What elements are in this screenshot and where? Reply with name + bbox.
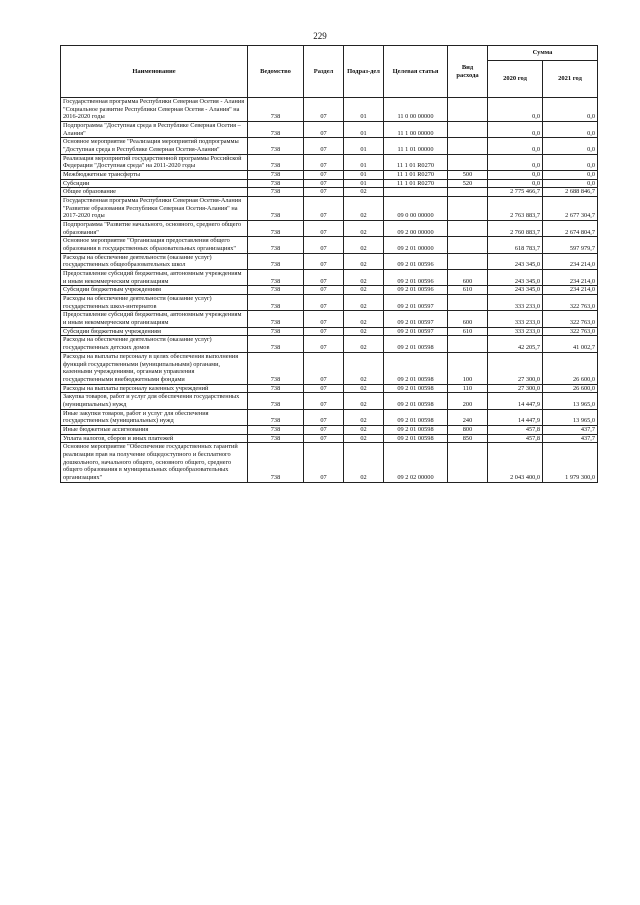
row-amount-2021: 2 674 804,7: [543, 221, 598, 237]
row-subsection: 02: [344, 286, 384, 295]
row-amount-2021: 0,0: [543, 98, 598, 122]
row-expense-type: [448, 336, 488, 352]
row-expense-type: [448, 188, 488, 197]
row-amount-2020: 243 345,0: [488, 253, 543, 269]
row-amount-2020: 0,0: [488, 98, 543, 122]
row-expense-type: [448, 98, 488, 122]
row-amount-2021: 2 677 304,7: [543, 197, 598, 221]
row-subsection: 02: [344, 237, 384, 253]
row-department: 738: [248, 237, 304, 253]
row-target-item: [384, 188, 448, 197]
row-department: 738: [248, 336, 304, 352]
row-section: 07: [304, 197, 344, 221]
row-amount-2021: 13 965,0: [543, 409, 598, 425]
row-expense-type: 200: [448, 393, 488, 409]
row-subsection: 01: [344, 171, 384, 180]
row-target-item: 11 1 00 00000: [384, 122, 448, 138]
row-section: 07: [304, 221, 344, 237]
row-expense-type: [448, 221, 488, 237]
row-expense-type: 500: [448, 171, 488, 180]
row-amount-2020: 14 447,9: [488, 393, 543, 409]
row-name: Государственная программа Республики Северная Осетия-Алания "Развитие образования Республики Северная Осетия-Алания" на 2017-2020 годы: [61, 197, 248, 221]
row-name: Иные закупки товаров, работ и услуг для обеспечения государственных (муниципальных) нужд: [61, 409, 248, 425]
header-department: Ведомство: [248, 46, 304, 98]
row-amount-2020: 457,8: [488, 434, 543, 443]
row-section: 07: [304, 270, 344, 286]
row-section: 07: [304, 253, 344, 269]
row-amount-2021: 0,0: [543, 179, 598, 188]
row-section: 07: [304, 311, 344, 327]
table-row: [61, 286, 598, 295]
row-department: 738: [248, 327, 304, 336]
row-department: 738: [248, 179, 304, 188]
table-row: [61, 425, 598, 434]
row-section: 07: [304, 443, 344, 482]
row-target-item: 09 2 01 00598: [384, 434, 448, 443]
row-amount-2020: 27 300,0: [488, 384, 543, 393]
row-target-item: 11 1 01 R0270: [384, 154, 448, 170]
row-amount-2020: 2 760 883,7: [488, 221, 543, 237]
row-expense-type: 240: [448, 409, 488, 425]
row-name: Субсидии: [61, 179, 248, 188]
row-subsection: 02: [344, 425, 384, 434]
table-row: [61, 295, 598, 311]
table-row: [61, 393, 598, 409]
row-department: 738: [248, 98, 304, 122]
header-expense-type: Вид расхода: [448, 46, 488, 98]
row-department: 738: [248, 393, 304, 409]
row-subsection: 02: [344, 384, 384, 393]
row-subsection: 02: [344, 443, 384, 482]
row-amount-2020: 333 233,0: [488, 295, 543, 311]
row-amount-2021: 234 214,0: [543, 270, 598, 286]
header-name: Наименование: [61, 46, 248, 98]
row-amount-2020: 0,0: [488, 179, 543, 188]
row-subsection: 02: [344, 352, 384, 384]
row-amount-2020: 457,8: [488, 425, 543, 434]
table-header: [61, 46, 598, 98]
row-target-item: 09 2 01 00596: [384, 286, 448, 295]
table-row: [61, 221, 598, 237]
row-amount-2021: 234 214,0: [543, 253, 598, 269]
row-expense-type: [448, 197, 488, 221]
table-row: [61, 270, 598, 286]
row-department: 738: [248, 188, 304, 197]
header-section: Раздел: [304, 46, 344, 98]
row-section: 07: [304, 336, 344, 352]
row-subsection: 02: [344, 295, 384, 311]
row-amount-2020: 0,0: [488, 138, 543, 154]
row-section: 07: [304, 295, 344, 311]
row-expense-type: 100: [448, 352, 488, 384]
row-subsection: 02: [344, 336, 384, 352]
row-department: 738: [248, 221, 304, 237]
row-department: 738: [248, 409, 304, 425]
row-amount-2021: 322 763,0: [543, 327, 598, 336]
header-year-2021: 2021 год: [543, 61, 598, 98]
row-department: 738: [248, 311, 304, 327]
row-name: Субсидии бюджетным учреждениям: [61, 327, 248, 336]
row-amount-2020: 618 783,7: [488, 237, 543, 253]
row-name: Расходы на обеспечение деятельности (оказание услуг) государственных школ-интернатов: [61, 295, 248, 311]
header-sum: Сумма: [488, 46, 598, 61]
row-section: 07: [304, 237, 344, 253]
row-target-item: 09 2 02 00000: [384, 443, 448, 482]
row-target-item: 11 1 01 00000: [384, 138, 448, 154]
row-subsection: 01: [344, 179, 384, 188]
row-subsection: 02: [344, 188, 384, 197]
row-name: Государственная программа Республики Северная Осетия - Алания "Социальное развитие Республики Северная Осетия - Алания" на 2016-2020 годы: [61, 98, 248, 122]
row-expense-type: 800: [448, 425, 488, 434]
row-target-item: 09 2 00 00000: [384, 221, 448, 237]
row-target-item: 09 2 01 00598: [384, 384, 448, 393]
header-subsection: Подраз-дел: [344, 46, 384, 98]
row-department: 738: [248, 122, 304, 138]
table-row: [61, 311, 598, 327]
row-department: 738: [248, 286, 304, 295]
row-amount-2021: 0,0: [543, 122, 598, 138]
row-department: 738: [248, 295, 304, 311]
table-row: [61, 409, 598, 425]
row-name: Закупка товаров, работ и услуг для обеспечения государственных (муниципальных) нужд: [61, 393, 248, 409]
row-target-item: 09 2 01 00598: [384, 336, 448, 352]
row-department: 738: [248, 384, 304, 393]
row-amount-2020: 2 043 400,0: [488, 443, 543, 482]
table-body: [61, 98, 598, 483]
row-section: 07: [304, 352, 344, 384]
row-amount-2020: 0,0: [488, 171, 543, 180]
row-department: 738: [248, 138, 304, 154]
row-amount-2021: 13 965,0: [543, 393, 598, 409]
row-name: Предоставление субсидий бюджетным, автономным учреждениям и иным некоммерческим организациям: [61, 311, 248, 327]
row-amount-2021: 26 600,0: [543, 384, 598, 393]
row-amount-2021: 322 763,0: [543, 311, 598, 327]
row-subsection: 02: [344, 393, 384, 409]
row-amount-2020: 0,0: [488, 122, 543, 138]
row-section: 07: [304, 98, 344, 122]
row-name: Расходы на выплаты персоналу в целях обеспечения выполнения функций государственными (муниципальными) органами, казенными учреждениями, органами управления государственными внебюджетными фондами: [61, 352, 248, 384]
row-expense-type: 600: [448, 311, 488, 327]
row-expense-type: 610: [448, 286, 488, 295]
row-amount-2020: 0,0: [488, 154, 543, 170]
row-amount-2021: 322 763,0: [543, 295, 598, 311]
page-number: 229: [313, 31, 327, 41]
row-section: 07: [304, 138, 344, 154]
row-amount-2020: 2 775 466,7: [488, 188, 543, 197]
row-name: Подпрограмма "Развитие начального, основного, среднего общего образования": [61, 221, 248, 237]
header-year-2020: 2020 год: [488, 61, 543, 98]
row-subsection: 02: [344, 270, 384, 286]
row-name: Межбюджетные трансферты: [61, 171, 248, 180]
row-department: 738: [248, 270, 304, 286]
row-target-item: 11 1 01 R0270: [384, 171, 448, 180]
row-name: Субсидии бюджетным учреждениям: [61, 286, 248, 295]
row-target-item: 09 2 01 00596: [384, 270, 448, 286]
row-name: Основное мероприятие "Организация предоставления общего образования в государственных образовательных организациях": [61, 237, 248, 253]
row-amount-2020: 42 205,7: [488, 336, 543, 352]
row-name: Основное мероприятие "Обеспечение государственных гарантий реализации прав на получение общедоступного и бесплатного дошкольного, начального общего, основного общего, среднего общего образования в муниципальных общеобразовательных организациях": [61, 443, 248, 482]
row-subsection: 02: [344, 327, 384, 336]
row-name: Предоставление субсидий бюджетным, автономным учреждениям и иным некоммерческим организациям: [61, 270, 248, 286]
row-department: 738: [248, 171, 304, 180]
row-amount-2021: 0,0: [543, 138, 598, 154]
table-row: [61, 122, 598, 138]
row-subsection: 02: [344, 409, 384, 425]
row-amount-2020: 243 345,0: [488, 270, 543, 286]
row-amount-2021: 437,7: [543, 434, 598, 443]
row-expense-type: [448, 253, 488, 269]
row-amount-2021: 1 979 300,0: [543, 443, 598, 482]
row-section: 07: [304, 179, 344, 188]
row-target-item: 09 2 01 00000: [384, 237, 448, 253]
row-amount-2021: 0,0: [543, 171, 598, 180]
row-subsection: 02: [344, 311, 384, 327]
table-row: [61, 188, 598, 197]
row-expense-type: 110: [448, 384, 488, 393]
row-subsection: 02: [344, 253, 384, 269]
row-department: 738: [248, 425, 304, 434]
row-department: 738: [248, 443, 304, 482]
row-target-item: 09 2 01 00597: [384, 327, 448, 336]
row-subsection: 02: [344, 434, 384, 443]
row-subsection: 02: [344, 221, 384, 237]
row-expense-type: 520: [448, 179, 488, 188]
row-amount-2020: 333 233,0: [488, 311, 543, 327]
row-amount-2021: 0,0: [543, 154, 598, 170]
row-expense-type: [448, 122, 488, 138]
row-expense-type: [448, 237, 488, 253]
row-section: 07: [304, 409, 344, 425]
table-row: [61, 98, 598, 122]
row-section: 07: [304, 122, 344, 138]
table-row: [61, 336, 598, 352]
row-name: Расходы на выплаты персоналу казенных учреждений: [61, 384, 248, 393]
row-subsection: 01: [344, 154, 384, 170]
row-target-item: 09 2 01 00596: [384, 253, 448, 269]
row-section: 07: [304, 286, 344, 295]
row-name: Подпрограмма "Доступная среда в Республике Северная Осетия – Алания": [61, 122, 248, 138]
row-amount-2020: 333 233,0: [488, 327, 543, 336]
row-target-item: 09 2 01 00597: [384, 295, 448, 311]
row-department: 738: [248, 154, 304, 170]
row-department: 738: [248, 434, 304, 443]
row-name: Расходы на обеспечение деятельности (оказание услуг) государственных общеобразовательных школ: [61, 253, 248, 269]
table-row: [61, 179, 598, 188]
row-section: 07: [304, 393, 344, 409]
table-row: [61, 327, 598, 336]
row-amount-2020: 14 447,9: [488, 409, 543, 425]
row-amount-2021: 41 002,7: [543, 336, 598, 352]
table-row: [61, 253, 598, 269]
row-section: 07: [304, 171, 344, 180]
row-target-item: 09 2 01 00597: [384, 311, 448, 327]
row-section: 07: [304, 154, 344, 170]
table-row: [61, 171, 598, 180]
row-section: 07: [304, 425, 344, 434]
table-row: [61, 443, 598, 482]
table-row: [61, 237, 598, 253]
row-name: Иные бюджетные ассигнования: [61, 425, 248, 434]
row-department: 738: [248, 253, 304, 269]
row-expense-type: 600: [448, 270, 488, 286]
row-subsection: 01: [344, 122, 384, 138]
row-amount-2020: 243 345,0: [488, 286, 543, 295]
row-amount-2021: 234 214,0: [543, 286, 598, 295]
row-expense-type: [448, 295, 488, 311]
row-subsection: 02: [344, 197, 384, 221]
row-section: 07: [304, 188, 344, 197]
row-expense-type: [448, 154, 488, 170]
row-section: 07: [304, 327, 344, 336]
table-row: [61, 434, 598, 443]
row-target-item: 09 2 01 00598: [384, 425, 448, 434]
row-target-item: 09 2 01 00598: [384, 352, 448, 384]
budget-table: [60, 45, 598, 483]
row-amount-2021: 597 979,7: [543, 237, 598, 253]
row-amount-2021: 26 600,0: [543, 352, 598, 384]
row-expense-type: 610: [448, 327, 488, 336]
row-amount-2020: 27 300,0: [488, 352, 543, 384]
table-row: [61, 154, 598, 170]
row-amount-2020: 2 763 883,7: [488, 197, 543, 221]
row-target-item: 11 0 00 00000: [384, 98, 448, 122]
row-subsection: 01: [344, 98, 384, 122]
row-section: 07: [304, 434, 344, 443]
row-name: Реализация мероприятий государственной программы Российской Федерации "Доступная среда" на 2011-2020 годы: [61, 154, 248, 170]
header-target-item: Целевая статья: [384, 46, 448, 98]
row-expense-type: [448, 443, 488, 482]
row-amount-2021: 437,7: [543, 425, 598, 434]
row-target-item: 11 1 01 R0270: [384, 179, 448, 188]
table-row: [61, 352, 598, 384]
row-target-item: 09 2 01 00598: [384, 409, 448, 425]
table-row: [61, 138, 598, 154]
row-target-item: 09 0 00 00000: [384, 197, 448, 221]
row-expense-type: 850: [448, 434, 488, 443]
row-expense-type: [448, 138, 488, 154]
row-subsection: 01: [344, 138, 384, 154]
row-name: Общее образование: [61, 188, 248, 197]
row-name: Уплата налогов, сборов и иных платежей: [61, 434, 248, 443]
row-name: Расходы на обеспечение деятельности (оказание услуг) государственных детских домов: [61, 336, 248, 352]
row-amount-2021: 2 688 846,7: [543, 188, 598, 197]
row-name: Основное мероприятие "Реализация мероприятий подпрограммы "Доступная среда в Республике Северная Осетия-Алания": [61, 138, 248, 154]
row-department: 738: [248, 197, 304, 221]
row-section: 07: [304, 384, 344, 393]
table-row: [61, 384, 598, 393]
table-row: [61, 197, 598, 221]
row-department: 738: [248, 352, 304, 384]
row-target-item: 09 2 01 00598: [384, 393, 448, 409]
